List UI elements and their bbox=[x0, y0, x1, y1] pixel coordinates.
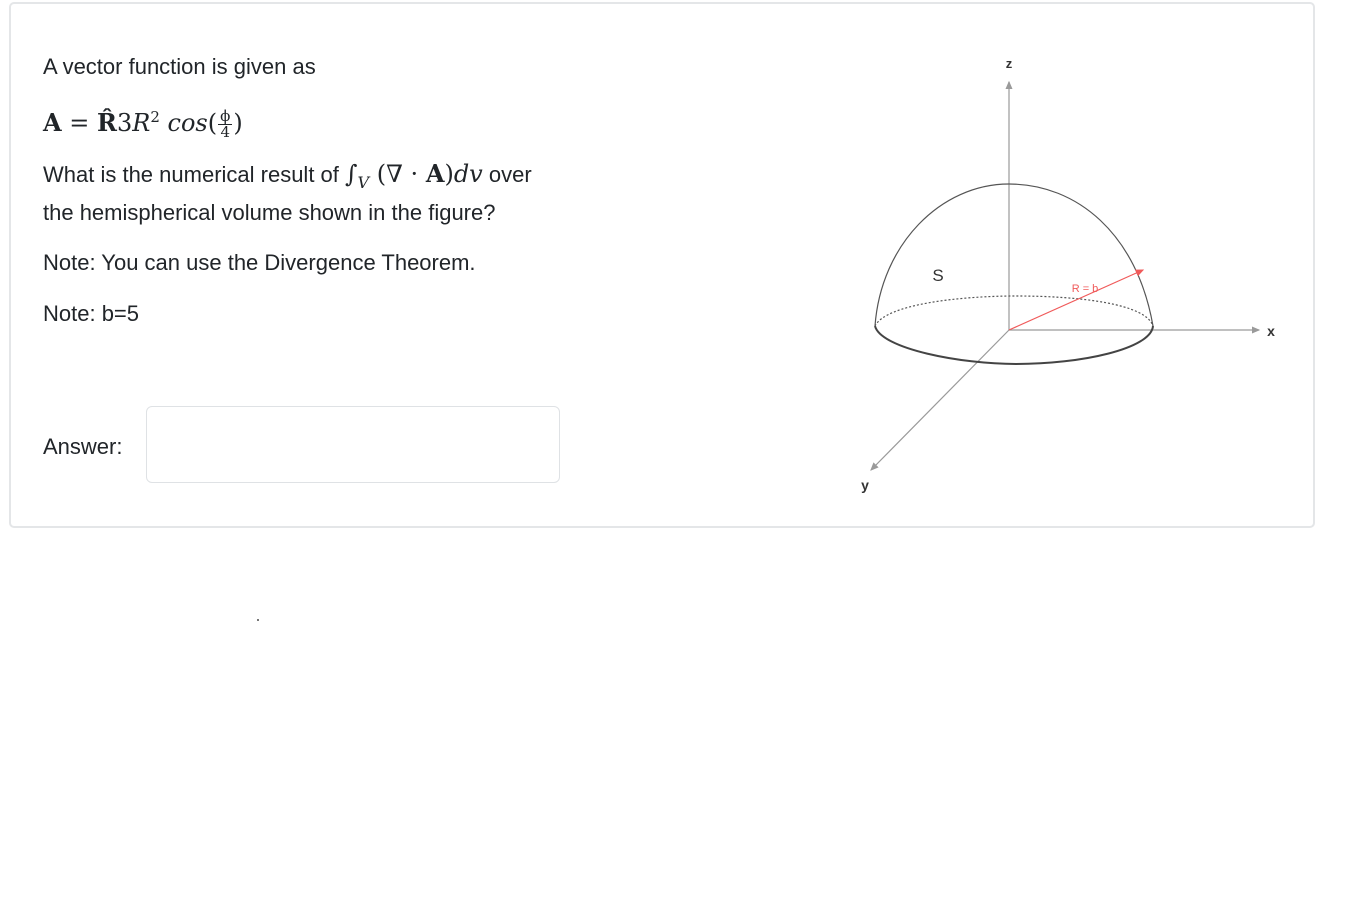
vector-formula bbox=[43, 102, 243, 140]
y-axis bbox=[871, 330, 1009, 470]
formula-var: R bbox=[132, 109, 151, 137]
ask-prefix: What is the numerical result of bbox=[43, 162, 339, 187]
question-card bbox=[9, 2, 1315, 528]
hemisphere-base-back bbox=[875, 296, 1153, 326]
question-ask bbox=[43, 159, 532, 198]
ask-suffix: over bbox=[488, 162, 532, 187]
hemisphere-figure bbox=[851, 44, 1291, 504]
integral-dot: · bbox=[410, 160, 419, 188]
formula-unit-vector: R̂ bbox=[97, 108, 117, 137]
integral-symbol: ∫ bbox=[345, 160, 358, 188]
integral-vec: A bbox=[425, 159, 445, 188]
formula-coefficient: 3 bbox=[116, 109, 133, 137]
note-divergence: Note: You can use the Divergence Theorem. bbox=[43, 250, 476, 275]
x-axis-label: x bbox=[1267, 323, 1275, 339]
question-intro: A vector function is given as bbox=[43, 54, 316, 79]
integral-open: ( bbox=[376, 160, 387, 188]
integral-subscript: V bbox=[357, 173, 370, 192]
formula-open: ( bbox=[207, 109, 218, 137]
integral-expression bbox=[345, 159, 483, 192]
fraction-numerator: ϕ bbox=[220, 107, 231, 125]
formula-close: ) bbox=[233, 109, 243, 137]
question-ask-line2: the hemispherical volume shown in the figure? bbox=[43, 200, 496, 225]
formula-fraction bbox=[218, 109, 232, 140]
integral-close: ) bbox=[444, 160, 454, 188]
formula-func: cos bbox=[167, 109, 208, 137]
y-axis-label: y bbox=[861, 477, 869, 493]
hemisphere-base-front bbox=[875, 326, 1153, 364]
integral-dv: dv bbox=[453, 160, 483, 188]
answer-label: Answer: bbox=[43, 434, 123, 459]
formula-lhs: A bbox=[43, 108, 62, 137]
answer-input[interactable] bbox=[146, 406, 560, 483]
integral-nabla: ∇ bbox=[386, 160, 403, 188]
surface-label: S bbox=[932, 266, 944, 285]
formula-equals: = bbox=[69, 109, 90, 137]
fraction-denominator: 4 bbox=[220, 123, 230, 141]
radius-arrow bbox=[1009, 270, 1143, 330]
formula-exponent: 2 bbox=[150, 108, 160, 126]
stray-dot bbox=[257, 619, 259, 621]
note-b-value: Note: b=5 bbox=[43, 301, 140, 326]
radius-label: R = b bbox=[1071, 283, 1099, 295]
z-axis-label: z bbox=[1005, 56, 1013, 71]
